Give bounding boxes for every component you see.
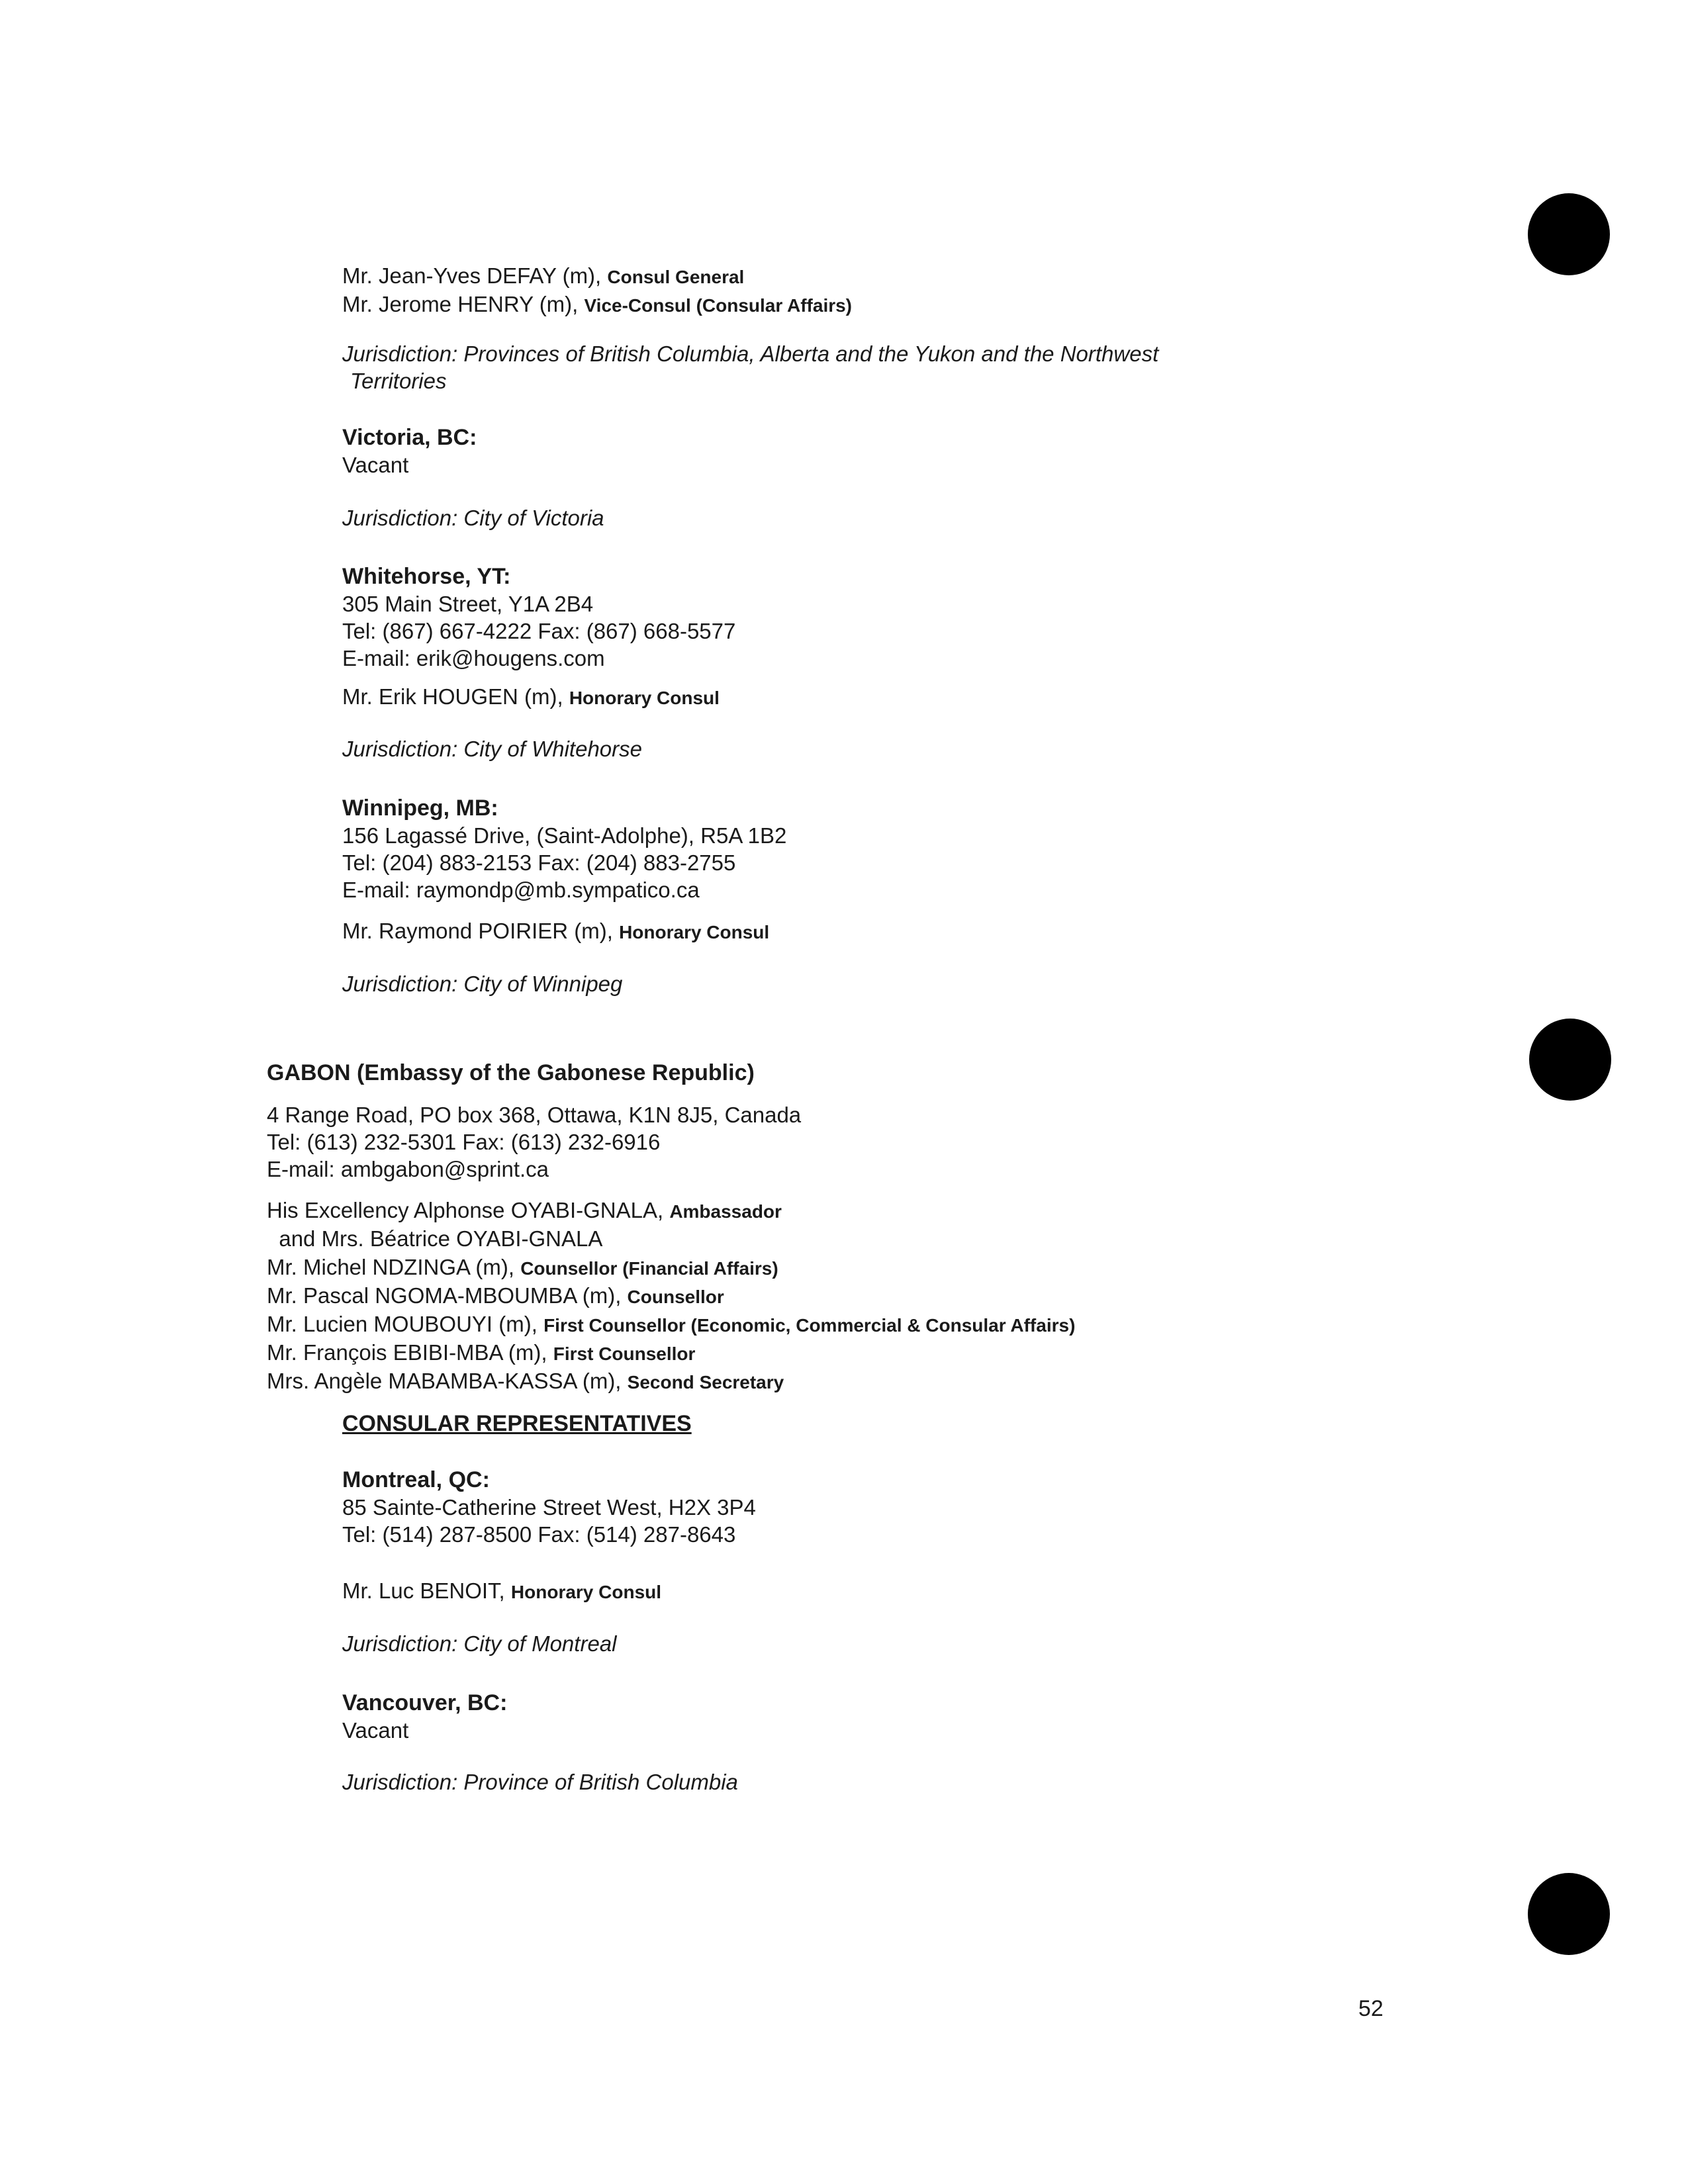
section-heading: Montreal, QC: [342,1467,490,1492]
page-number: 52 [1358,1996,1383,2021]
winnipeg-official: Mr. Raymond POIRIER (m), Honorary Consul [342,919,770,943]
whitehorse-jurisdiction: Jurisdiction: City of Whitehorse [342,737,642,761]
tel-fax: Tel: (514) 287-8500 Fax: (514) 287-8643 [342,1522,736,1547]
section-heading: Victoria, BC: [342,425,477,450]
staff-line: Mr. François EBIBI-MBA (m), First Counsellor [267,1340,696,1365]
email: E-mail: raymondp@mb.sympatico.ca [342,878,700,902]
whitehorse-section [342,563,735,672]
status: Vacant [342,453,409,477]
address: 305 Main Street, Y1A 2B4 [342,592,594,616]
section-heading: Vancouver, BC: [342,1690,508,1715]
staff-line: Mr. Michel NDZINGA (m), Counsellor (Financial Affairs) [267,1255,778,1279]
staff-line: Mr. Lucien MOUBOUYI (m), First Counsellor (Economic, Commercial & Consular Affairs) [267,1312,1076,1336]
tel-fax: Tel: (867) 667-4222 Fax: (867) 668-5577 [342,619,736,643]
consular-representatives-heading: CONSULAR REPRESENTATIVES [342,1411,692,1436]
tel-fax: Tel: (613) 232-5301 Fax: (613) 232-6916 [267,1130,661,1154]
email: E-mail: ambgabon@sprint.ca [267,1157,549,1181]
jurisdiction-western-provinces: Jurisdiction: Provinces of British Columbia, Alberta and the Yukon and the Northwest Territories [342,341,1159,393]
address: 85 Sainte-Catherine Street West, H2X 3P4 [342,1495,756,1520]
staff-line: His Excellency Alphonse OYABI-GNALA, Ambassador [267,1198,782,1222]
tel-fax: Tel: (204) 883-2153 Fax: (204) 883-2755 [342,850,736,875]
official-line: Mr. Jean-Yves DEFAY (m), Consul General [342,263,745,288]
winnipeg-jurisdiction: Jurisdiction: City of Winnipeg [342,972,623,996]
email: E-mail: erik@hougens.com [342,646,605,670]
victoria-section [342,424,477,478]
consulate-officials [342,262,852,319]
punch-hole-middle [1529,1019,1611,1101]
winnipeg-section [342,794,786,903]
staff-line: Mr. Pascal NGOMA-MBOUMBA (m), Counsellor [267,1283,724,1308]
section-heading: Whitehorse, YT: [342,564,511,589]
section-heading: Winnipeg, MB: [342,796,498,821]
official-line: Mr. Jerome HENRY (m), Vice-Consul (Consular Affairs) [342,292,853,316]
vancouver-section [342,1689,507,1744]
punch-hole-top [1528,193,1610,275]
montreal-section [342,1466,756,1548]
staff-line: and Mrs. Béatrice OYABI-GNALA [267,1226,603,1251]
address: 156 Lagassé Drive, (Saint-Adolphe), R5A 1B2 [342,823,787,848]
gabon-contact [267,1101,801,1183]
gabon-staff-list [267,1197,1075,1396]
montreal-jurisdiction: Jurisdiction: City of Montreal [342,1631,617,1656]
status: Vacant [342,1718,409,1743]
staff-line: Mrs. Angèle MABAMBA-KASSA (m), Second Secretary [267,1369,784,1393]
punch-hole-bottom [1528,1873,1610,1955]
whitehorse-official: Mr. Erik HOUGEN (m), Honorary Consul [342,684,720,709]
victoria-jurisdiction: Jurisdiction: City of Victoria [342,506,604,530]
gabon-heading: GABON (Embassy of the Gabonese Republic) [267,1060,755,1085]
montreal-official: Mr. Luc BENOIT, Honorary Consul [342,1578,662,1603]
vancouver-jurisdiction: Jurisdiction: Province of British Columbia [342,1770,738,1794]
address: 4 Range Road, PO box 368, Ottawa, K1N 8J5, Canada [267,1103,802,1127]
